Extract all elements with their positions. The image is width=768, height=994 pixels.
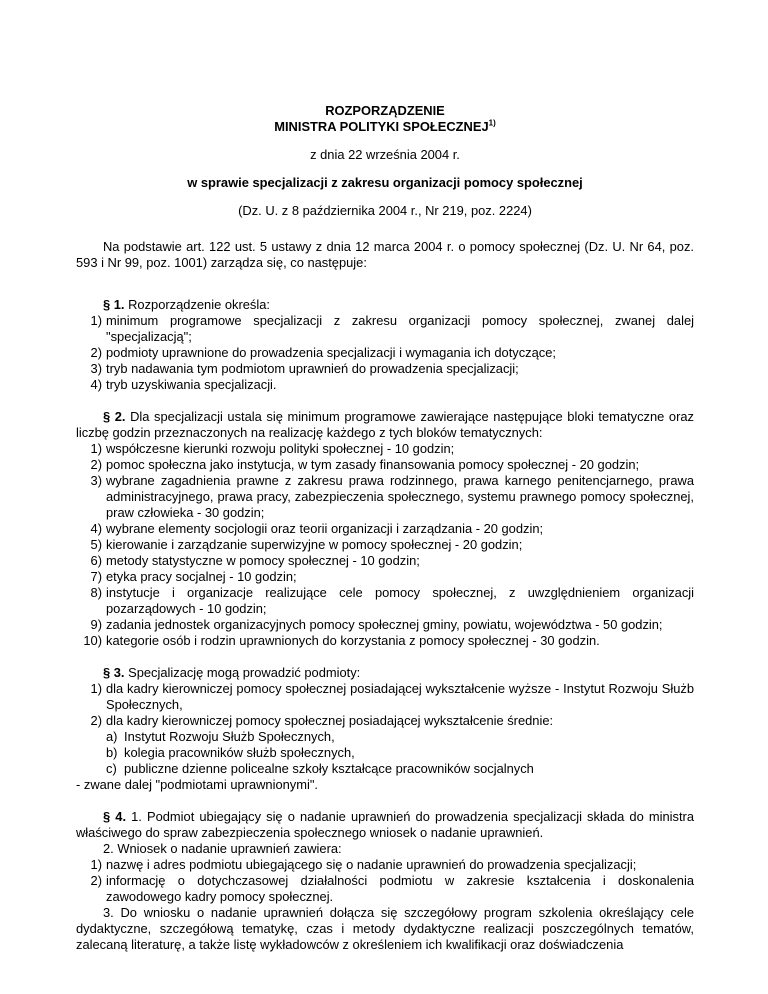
publication-reference: (Dz. U. z 8 października 2004 r., Nr 219, poz. 2224) [238, 203, 532, 218]
section-4-paragraph-1 [76, 809, 694, 841]
list-item-number: 2) [90, 873, 102, 888]
list-item [76, 553, 694, 569]
list-item-text: informację o dotychczasowej działalności podmiotu w zakresie kształcenia i doskonalenia zawodowego kadry pomocy społecznej. [106, 873, 694, 904]
list-item-text: instytucje i organizacje realizujące cele pomocy społecznej, z uwzględnieniem organizacji pozarządowych - 10 godzin; [106, 585, 694, 616]
issuer-name: MINISTRA POLITYKI SPOŁECZNEJ [274, 119, 489, 134]
list-item-text: kierowanie i zarządzanie superwizyjne w pomocy społecznej - 20 godzin; [106, 537, 523, 552]
list-item-text: pomoc społeczna jako instytucja, w tym zasady finansowania pomocy społecznej - 20 godzin; [106, 457, 640, 472]
list-item-text: dla kadry kierowniczej pomocy społecznej posiadającej wykształcenie wyższe - Instytut Rozwoju Służb Społecznych, [106, 681, 694, 712]
list-item-text: wybrane zagadnienia prawne z zakresu prawa rodzinnego, prawa karnego penitencjarnego, prawa administracyjnego, prawa pracy, zabezpieczenia społecznego, systemu prawnego pomocy społecznej, praw człowieka - 30 godzin; [106, 473, 694, 520]
document-subject: w sprawie specjalizacji z zakresu organizacji pomocy społecznej [187, 175, 583, 190]
list-item [76, 681, 694, 713]
section-1-intro [76, 297, 694, 313]
section-3-intro [76, 665, 694, 681]
section-1-intro-text: Rozporządzenie określa: [128, 297, 270, 312]
list-item-number: 2) [90, 713, 102, 728]
list-item-text: współczesne kierunki rozwoju polityki społecznej - 10 godzin; [106, 441, 455, 456]
sub-list-item-text: Instytut Rozwoju Służb Społecznych, [124, 729, 335, 744]
list-item [76, 713, 694, 729]
sub-list-item [76, 761, 694, 777]
list-item [76, 857, 694, 873]
list-item-number: 4) [90, 521, 102, 536]
section-3-heading: § 3. [103, 665, 125, 680]
list-item [76, 585, 694, 617]
list-item-text: tryb uzyskiwania specjalizacji. [106, 377, 277, 392]
document-date: z dnia 22 września 2004 r. [310, 147, 460, 162]
list-item-number: 8) [90, 585, 102, 600]
list-item-text: wybrane elementy socjologii oraz teorii organizacji i zarządzania - 20 godzin; [106, 521, 544, 536]
list-item-number: 2) [90, 345, 102, 360]
section-4-paragraph-2: 2. Wniosek o nadanie uprawnień zawiera: [103, 841, 342, 856]
list-item-text: podmioty uprawnione do prowadzenia specjalizacji i wymagania ich dotyczące; [106, 345, 556, 360]
list-item-text: zadania jednostek organizacyjnych pomocy społecznej gminy, powiatu, województwa - 50 godzin; [106, 617, 663, 632]
section-1-heading: § 1. [103, 297, 125, 312]
list-item [76, 473, 694, 521]
section-3-intro-text: Specjalizację mogą prowadzić podmioty: [128, 665, 361, 680]
list-item-number: 1) [90, 681, 102, 696]
list-item [76, 345, 694, 361]
list-item-number: 4) [90, 377, 102, 392]
list-item [76, 873, 694, 905]
section-4-paragraph-3: 3. Do wniosku o nadanie uprawnień dołącza się szczegółowy program szkolenia określający cele dydaktyczne, szczegółową tematykę, czas i metody dydaktyczne realizacji poszczególnych tematów, zalecaną literaturę, a także listę wykładowców z określeniem ich kwalifikacji oraz doświadczenia [76, 905, 694, 952]
section-2-intro [76, 409, 694, 441]
section-2-list [76, 441, 694, 649]
list-item [76, 457, 694, 473]
sub-list-item-letter: b) [106, 745, 118, 760]
section-4-p1-text: 1. Podmiot ubiegający się o nadanie uprawnień do prowadzenia specjalizacji składa do ministra właściwego do spraw zabezpieczenia społecznego wniosek o nadanie uprawnień. [76, 809, 694, 840]
document-title-line1: ROZPORZĄDZENIE [325, 103, 445, 118]
sub-list-item-text: kolegia pracowników służb społecznych, [124, 745, 355, 760]
list-item-text: metody statystyczne w pomocy społecznej - 10 godzin; [106, 553, 420, 568]
sub-list-item-letter: c) [106, 761, 117, 776]
list-item-number: 1) [90, 313, 102, 328]
sub-list-item [76, 729, 694, 745]
list-item [76, 521, 694, 537]
list-item-text: nazwę i adres podmiotu ubiegającego się o nadanie uprawnień do prowadzenia specjalizacji; [106, 857, 637, 872]
sub-list-item-letter: a) [106, 729, 118, 744]
list-item [76, 377, 694, 393]
sub-list-item [76, 745, 694, 761]
list-item [76, 633, 694, 649]
document-page [76, 103, 694, 953]
footnote-mark[interactable]: 1) [488, 118, 496, 128]
list-item-number: 3) [90, 473, 102, 488]
section-3-closing: - zwane dalej "podmiotami uprawnionymi". [76, 777, 319, 792]
list-item-text: kategorie osób i rodzin uprawnionych do korzystania z pomocy społecznej - 30 godzin. [106, 633, 600, 648]
list-item [76, 361, 694, 377]
document-title-line2 [76, 119, 694, 135]
list-item-text: tryb nadawania tym podmiotom uprawnień do prowadzenia specjalizacji; [106, 361, 519, 376]
section-4-heading: § 4. [103, 809, 127, 824]
list-item-number: 5) [90, 537, 102, 552]
section-4-list [76, 857, 694, 905]
list-item-number: 10) [83, 633, 102, 648]
list-item [76, 569, 694, 585]
list-item-text: dla kadry kierowniczej pomocy społecznej posiadającej wykształcenie średnie: [106, 713, 554, 728]
list-item [76, 441, 694, 457]
list-item [76, 537, 694, 553]
section-1-list [76, 313, 694, 393]
sub-list-item-text: publiczne dzienne policealne szkoły kształcące pracowników socjalnych [124, 761, 534, 776]
preamble: Na podstawie art. 122 ust. 5 ustawy z dnia 12 marca 2004 r. o pomocy społecznej (Dz. U. Nr 64, poz. 593 i Nr 99, poz. 1001) zarządza się, co następuje: [76, 239, 694, 270]
list-item-number: 1) [90, 857, 102, 872]
list-item [76, 617, 694, 633]
list-item-number: 1) [90, 441, 102, 456]
section-3-list [76, 681, 694, 777]
list-item-number: 2) [90, 457, 102, 472]
list-item [76, 313, 694, 345]
list-item-number: 7) [90, 569, 102, 584]
list-item-number: 9) [90, 617, 102, 632]
section-2-intro-text: Dla specjalizacji ustala się minimum programowe zawierające następujące bloki tematyczne oraz liczbę godzin przeznaczonych na realizację każdego z tych bloków tematycznych: [76, 409, 694, 440]
list-item-text: etyka pracy socjalnej - 10 godzin; [106, 569, 297, 584]
list-item-text: minimum programowe specjalizacji z zakresu organizacji pomocy społecznej, zwanej dalej "specjalizacją"; [106, 313, 694, 344]
list-item-number: 3) [90, 361, 102, 376]
list-item-number: 6) [90, 553, 102, 568]
section-2-heading: § 2. [103, 409, 126, 424]
